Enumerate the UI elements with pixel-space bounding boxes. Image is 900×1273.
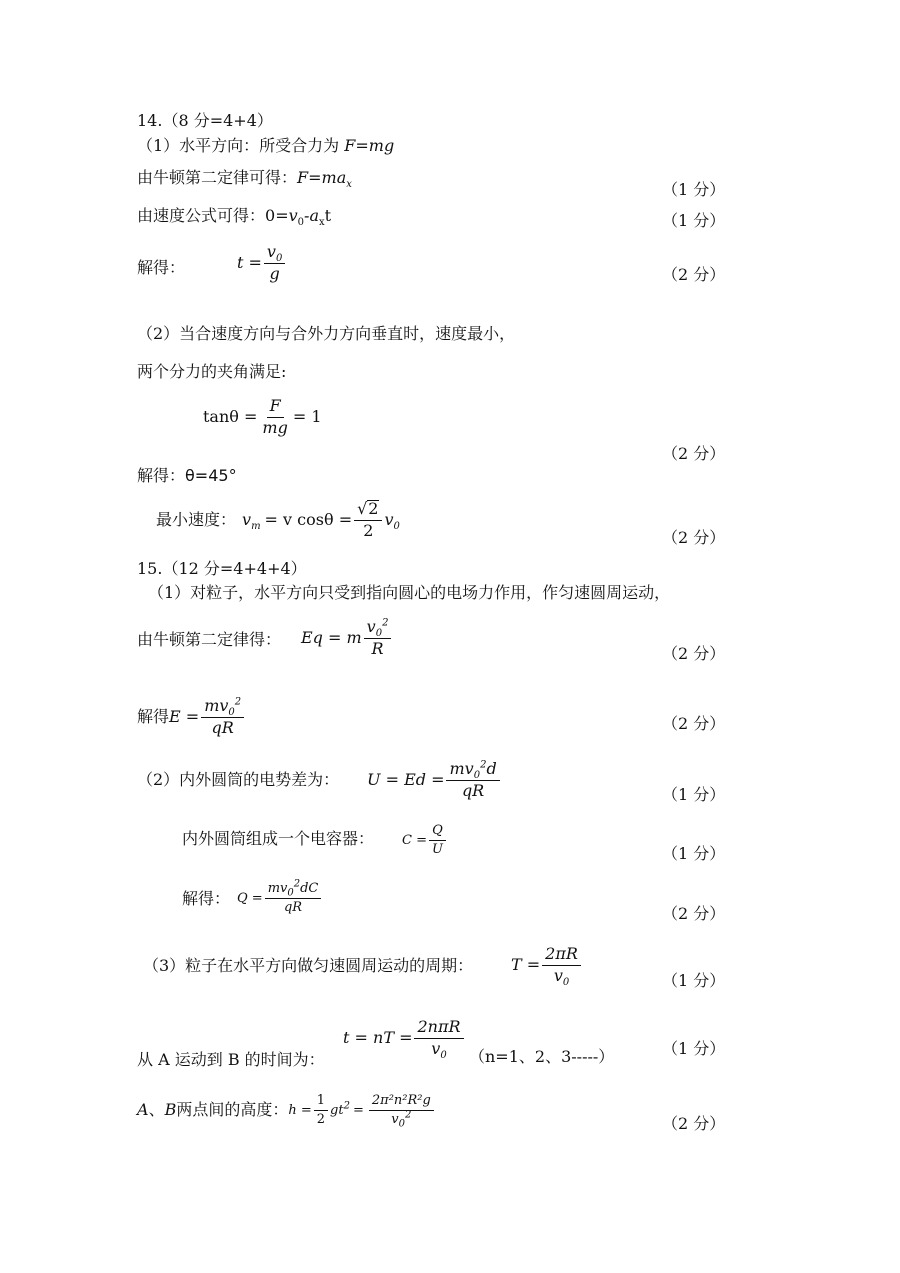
fraction-num: Q xyxy=(429,824,446,841)
q15-U-score: （1 分） xyxy=(662,785,726,804)
fraction-den: 2 xyxy=(363,520,374,540)
eq-part: d xyxy=(486,759,497,778)
fraction xyxy=(364,619,392,658)
q15-T-score: （1 分） xyxy=(662,971,726,990)
q14-newton-score: （1 分） xyxy=(662,180,726,199)
eq-part: 、 xyxy=(148,1100,165,1120)
q15-t-eq xyxy=(343,1017,466,1061)
eq-part: v xyxy=(553,965,563,985)
eq-equals: = xyxy=(352,1102,364,1118)
eq-sup: 2 xyxy=(343,1100,350,1112)
q14-velocity-score: （1 分） xyxy=(662,211,726,230)
fraction-den: qR xyxy=(461,780,485,800)
q14-newton-eq xyxy=(297,168,352,191)
fraction-num: √2 xyxy=(354,500,382,521)
eq-sub: 0 xyxy=(440,1049,447,1061)
eq-sub: 0 xyxy=(375,628,383,640)
eq-lhs: E = xyxy=(169,707,200,727)
eq-sup: 2 xyxy=(480,759,487,771)
q15-t-score: （1 分） xyxy=(662,1039,726,1058)
q14-solve-score: （2 分） xyxy=(662,265,726,284)
fraction-den: R xyxy=(371,638,384,658)
q15-h-formula xyxy=(288,1093,435,1130)
q14-theta-value: θ=45° xyxy=(185,466,237,485)
q14-velocity-eq xyxy=(265,206,332,229)
fraction-num xyxy=(264,244,285,264)
eq-part: -a xyxy=(304,206,319,225)
eq-sub: 0 xyxy=(393,520,400,532)
eq-lhs: h = xyxy=(288,1102,312,1118)
fraction xyxy=(265,878,322,915)
eq-sub: 0 xyxy=(228,707,235,719)
fraction-den: mg xyxy=(262,417,288,437)
eq-part: mv xyxy=(267,881,288,896)
eq-part: v xyxy=(242,509,252,529)
fraction-num xyxy=(446,761,499,781)
fraction xyxy=(446,761,499,800)
q14-min-velocity xyxy=(156,500,400,540)
q14-theta-line xyxy=(137,468,237,484)
eq-lhs: t = nT = xyxy=(343,1028,413,1048)
fraction xyxy=(542,944,581,988)
q14-theta-text: 解得： xyxy=(137,466,186,485)
q15-newton-label: 由牛顿第二定律得： xyxy=(137,630,282,649)
eq-part: mv xyxy=(204,696,229,715)
eq-rhs xyxy=(384,509,400,532)
eq-sup: 2 xyxy=(293,878,301,890)
eq-sub: 0 xyxy=(562,976,570,988)
fraction-den: U xyxy=(431,841,443,857)
eq-part: 0= xyxy=(265,206,289,225)
fraction xyxy=(354,500,382,540)
q14-part2-line2: 两个分力的夹角满足: xyxy=(137,362,287,381)
q15-t-note: （n=1、2、3-----） xyxy=(469,1047,615,1066)
q15-C-score: （1 分） xyxy=(662,844,726,863)
eq-sup: 2 xyxy=(234,696,242,708)
eq-lhs xyxy=(242,509,261,532)
q14-solve-label: 解得： xyxy=(137,258,186,277)
q15-newton-eq xyxy=(301,619,393,658)
eq-sub: 0 xyxy=(275,253,283,265)
fraction xyxy=(201,698,244,737)
q14-tan-score: （2 分） xyxy=(662,444,726,463)
fraction-num: 2πR xyxy=(542,946,581,966)
fraction-den: 2 xyxy=(316,1111,326,1127)
eq-lhs: T = xyxy=(511,955,541,975)
eq-sub: 0 xyxy=(473,770,481,782)
eq-lhs: Eq = m xyxy=(301,628,362,648)
q15-header: 15.（12 分=4+4+4） xyxy=(137,559,307,578)
fraction xyxy=(314,1094,328,1126)
eq-rhs: = 1 xyxy=(292,407,322,427)
q15-T-eq xyxy=(511,944,583,988)
q14-velocity-line xyxy=(137,206,332,229)
q15-h-text: 两点间的高度： xyxy=(176,1100,289,1120)
eq-sub: x xyxy=(346,179,352,191)
q14-velocity-text: 由速度公式可得： xyxy=(137,206,266,225)
q14-newton-text: 由牛顿第二定律可得： xyxy=(137,168,298,187)
eq-part: v xyxy=(288,206,298,225)
q15-E-score: （2 分） xyxy=(662,714,726,733)
q14-solve-eq xyxy=(237,244,287,283)
q14-minv-text: 最小速度： xyxy=(156,509,237,529)
q14-part1 xyxy=(137,138,394,154)
eq-part: v xyxy=(431,1038,441,1058)
eq-part: gt xyxy=(330,1102,344,1118)
q15-C-eq xyxy=(402,824,448,856)
fraction-num xyxy=(364,619,392,639)
q14-newton-line xyxy=(137,168,352,191)
eq-part: t xyxy=(324,206,332,225)
eq-part: v xyxy=(391,1111,399,1127)
eq-mid xyxy=(330,1100,350,1118)
eq-sub: x xyxy=(318,217,325,229)
q15-part1: （1）对粒子，水平方向只受到指向圆心的电场力作用，作匀速圆周运动， xyxy=(148,583,671,602)
eq-part: mv xyxy=(449,759,474,778)
sqrt-value: 2 xyxy=(368,499,379,518)
fraction-num: 2π²n²R²g xyxy=(369,1094,434,1111)
fraction-num: 2nπR xyxy=(414,1019,463,1039)
eq-sup: 2 xyxy=(382,617,389,629)
fraction-den: qR xyxy=(211,717,234,737)
eq-sub: 0 xyxy=(287,887,294,899)
eq-sub: 0 xyxy=(297,217,305,229)
eq-mid: = v cosθ = xyxy=(264,509,353,529)
eq-part: B xyxy=(164,1100,177,1120)
fraction xyxy=(369,1093,434,1130)
q14-part2: （2）当合速度方向与合外力方向垂直时，速度最小， xyxy=(137,324,516,343)
q15-t-label: 从 A 运动到 B 的时间为： xyxy=(137,1050,325,1069)
fraction-num xyxy=(265,878,322,899)
eq-part: v xyxy=(266,242,276,261)
eq-lhs: U = Ed = xyxy=(367,770,445,790)
fraction-den xyxy=(551,965,572,988)
eq-sub: m xyxy=(251,520,261,532)
eq-part: v xyxy=(384,509,394,529)
eq-lhs: C = xyxy=(402,832,427,848)
q15-C-label: 内外圆筒组成一个电容器： xyxy=(182,829,375,848)
q15-Q-eq xyxy=(237,878,323,915)
fraction xyxy=(429,824,446,856)
q14-part1-eq: F=mg xyxy=(344,136,395,155)
q15-newton-score: （2 分） xyxy=(662,644,726,663)
q15-Q-label: 解得： xyxy=(182,889,231,908)
eq-lhs: t = xyxy=(237,253,262,273)
q14-minv-score: （2 分） xyxy=(662,528,726,547)
eq-part: v xyxy=(366,617,376,636)
q15-E-text: 解得 xyxy=(137,707,170,727)
fraction xyxy=(264,244,285,283)
fraction xyxy=(259,398,290,437)
fraction-den: qR xyxy=(283,899,303,915)
eq-sub: 0 xyxy=(398,1118,406,1130)
q14-tan-eq xyxy=(203,398,322,437)
fraction-den: g xyxy=(269,263,280,283)
eq-part: A xyxy=(137,1100,149,1120)
fraction-num: 1 xyxy=(314,1094,328,1111)
q15-Q-score: （2 分） xyxy=(662,904,726,923)
fraction-num: F xyxy=(267,398,284,418)
q15-E-eq xyxy=(137,698,246,737)
fraction-den xyxy=(428,1038,449,1061)
q14-header: 14.（8 分=4+4） xyxy=(137,111,273,130)
q14-part1-text: （1）水平方向：所受合力为 xyxy=(137,136,345,155)
q15-U-label: （2）内外圆筒的电势差为： xyxy=(137,770,340,789)
q15-h-score: （2 分） xyxy=(662,1114,726,1133)
eq-part: F=ma xyxy=(297,168,347,187)
fraction xyxy=(414,1017,463,1061)
eq-part: dC xyxy=(300,881,319,896)
q15-T-label: （3）粒子在水平方向做匀速圆周运动的周期： xyxy=(143,956,474,975)
q15-U-eq xyxy=(367,761,502,800)
eq-lhs: Q = xyxy=(237,890,263,906)
fraction-den xyxy=(388,1109,414,1130)
eq-sup: 2 xyxy=(405,1109,412,1121)
eq-lhs: tanθ = xyxy=(203,407,258,427)
q15-h-eq xyxy=(137,1093,436,1130)
fraction-num xyxy=(201,698,244,718)
